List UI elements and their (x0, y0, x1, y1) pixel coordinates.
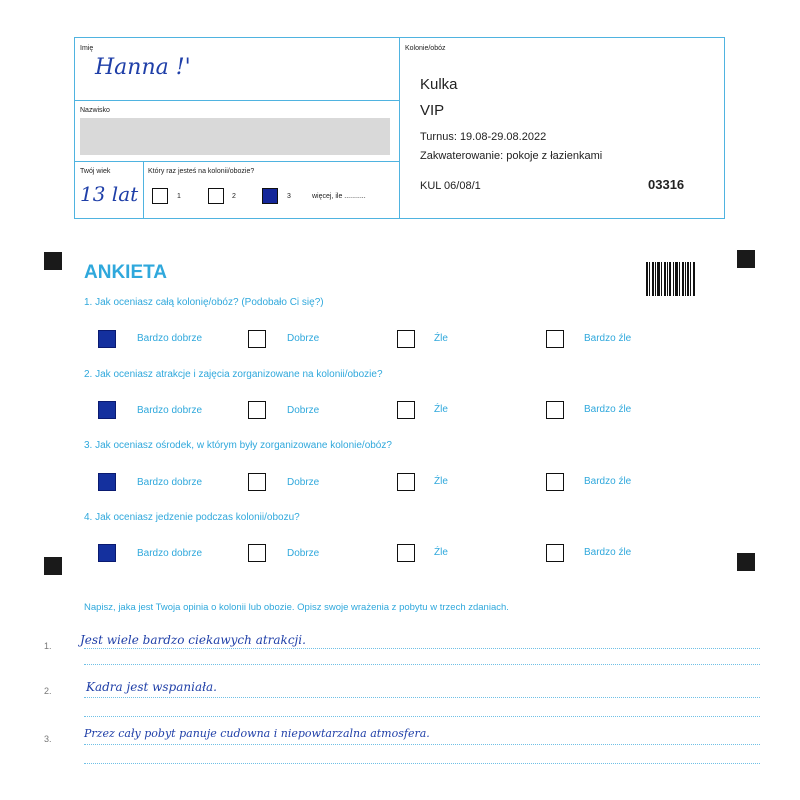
question-2: 2. Jak oceniasz atrakcje i zajęcia zorganizowane na kolonii/obozie? (84, 369, 383, 380)
registration-marker (737, 553, 755, 571)
camp-code: KUL 06/08/1 (420, 180, 481, 192)
times-label-1: 1 (177, 193, 181, 200)
wiek-label: Twój wiek (80, 168, 111, 175)
opinion-line-1[interactable]: Jest wiele bardzo ciekawych atrakcji. (80, 633, 306, 647)
imie-label: Imię (80, 45, 94, 52)
writing-line (84, 697, 760, 698)
q3-option-dobrze-checkbox[interactable] (248, 473, 266, 491)
q3-option-zle-label: Źle (434, 476, 448, 487)
question-3: 3. Jak oceniasz ośrodek, w którym były zorganizowane kolonie/obóz? (84, 440, 392, 451)
q1-option-zle-checkbox[interactable] (397, 330, 415, 348)
q2-option-bardzo-dobrze-checkbox[interactable] (98, 401, 116, 419)
divider (74, 100, 400, 101)
divider (143, 161, 144, 219)
q1-option-bardzo-zle-checkbox[interactable] (546, 330, 564, 348)
barcode (646, 262, 702, 296)
nazwisko-redacted-value (80, 118, 390, 155)
times-label-3: 3 (287, 193, 291, 200)
q4-option-zle-label: Źle (434, 547, 448, 558)
question-1: 1. Jak oceniasz całą kolonię/obóz? (Podobało Ci się?) (84, 297, 324, 308)
q4-option-dobrze-checkbox[interactable] (248, 544, 266, 562)
form-number: 03316 (648, 177, 685, 192)
times-checkbox-3[interactable] (262, 188, 278, 204)
q4-option-zle-checkbox[interactable] (397, 544, 415, 562)
nazwisko-label: Nazwisko (80, 107, 110, 114)
wiecej-label: więcej, ile ........... (312, 193, 366, 200)
zakwaterowanie: Zakwaterowanie: pokoje z łazienkami (420, 150, 603, 162)
times-label-2: 2 (232, 193, 236, 200)
q1-option-dobrze-checkbox[interactable] (248, 330, 266, 348)
camp-name: Kulka (420, 76, 458, 93)
question-4: 4. Jak oceniasz jedzenie podczas kolonii/obozu? (84, 512, 300, 523)
opinion-line-2[interactable]: Kadra jest wspaniała. (86, 680, 217, 694)
q3-option-bardzo-zle-label: Bardzo źle (584, 476, 632, 487)
line-number-3: 3. (44, 734, 52, 744)
kolonie-label: Kolonie/obóz (405, 45, 446, 52)
times-checkbox-1[interactable] (152, 188, 168, 204)
q3-option-bardzo-dobrze-label: Bardzo dobrze (137, 477, 203, 488)
line-number-1: 1. (44, 641, 52, 651)
q4-option-bardzo-dobrze-checkbox[interactable] (98, 544, 116, 562)
camp-type: VIP (420, 102, 445, 119)
writing-line (84, 648, 760, 649)
opinion-line-3[interactable]: Przez cały pobyt panuje cudowna i niepowtarzalna atmosfera. (84, 727, 430, 740)
q1-option-zle-label: Źle (434, 333, 448, 344)
q2-option-bardzo-zle-label: Bardzo źle (584, 404, 632, 415)
writing-line (84, 744, 760, 745)
q2-option-bardzo-zle-checkbox[interactable] (546, 401, 564, 419)
registration-marker (44, 252, 62, 270)
q4-option-bardzo-dobrze-label: Bardzo dobrze (137, 548, 203, 559)
q3-option-bardzo-dobrze-checkbox[interactable] (98, 473, 116, 491)
q3-option-bardzo-zle-checkbox[interactable] (546, 473, 564, 491)
q2-option-dobrze-label: Dobrze (287, 405, 320, 416)
writing-line (84, 664, 760, 665)
q2-option-zle-checkbox[interactable] (397, 401, 415, 419)
q3-option-dobrze-label: Dobrze (287, 477, 320, 488)
imie-value[interactable]: Hanna !' (95, 55, 191, 80)
line-number-2: 2. (44, 686, 52, 696)
divider (74, 161, 400, 162)
q3-option-zle-checkbox[interactable] (397, 473, 415, 491)
times-checkbox-2[interactable] (208, 188, 224, 204)
ktory-raz-label: Który raz jesteś na kolonii/obozie? (148, 168, 255, 175)
opinion-prompt: Napisz, jaka jest Twoja opinia o kolonii lub obozie. Opisz swoje wrażenia z pobytu w trzech zdaniach. (84, 602, 509, 613)
turnus: Turnus: 19.08-29.08.2022 (420, 131, 547, 143)
writing-line (84, 716, 760, 717)
wiek-value[interactable]: 13 lat (80, 182, 139, 206)
q4-option-dobrze-label: Dobrze (287, 548, 320, 559)
writing-line (84, 763, 760, 764)
registration-marker (737, 250, 755, 268)
q1-option-bardzo-zle-label: Bardzo źle (584, 333, 632, 344)
survey-title: ANKIETA (84, 262, 168, 283)
q1-option-dobrze-label: Dobrze (287, 333, 320, 344)
q2-option-zle-label: Źle (434, 404, 448, 415)
q1-option-bardzo-dobrze-checkbox[interactable] (98, 330, 116, 348)
q4-option-bardzo-zle-checkbox[interactable] (546, 544, 564, 562)
q2-option-dobrze-checkbox[interactable] (248, 401, 266, 419)
q1-option-bardzo-dobrze-label: Bardzo dobrze (137, 333, 203, 344)
q2-option-bardzo-dobrze-label: Bardzo dobrze (137, 405, 203, 416)
q4-option-bardzo-zle-label: Bardzo źle (584, 547, 632, 558)
registration-marker (44, 557, 62, 575)
